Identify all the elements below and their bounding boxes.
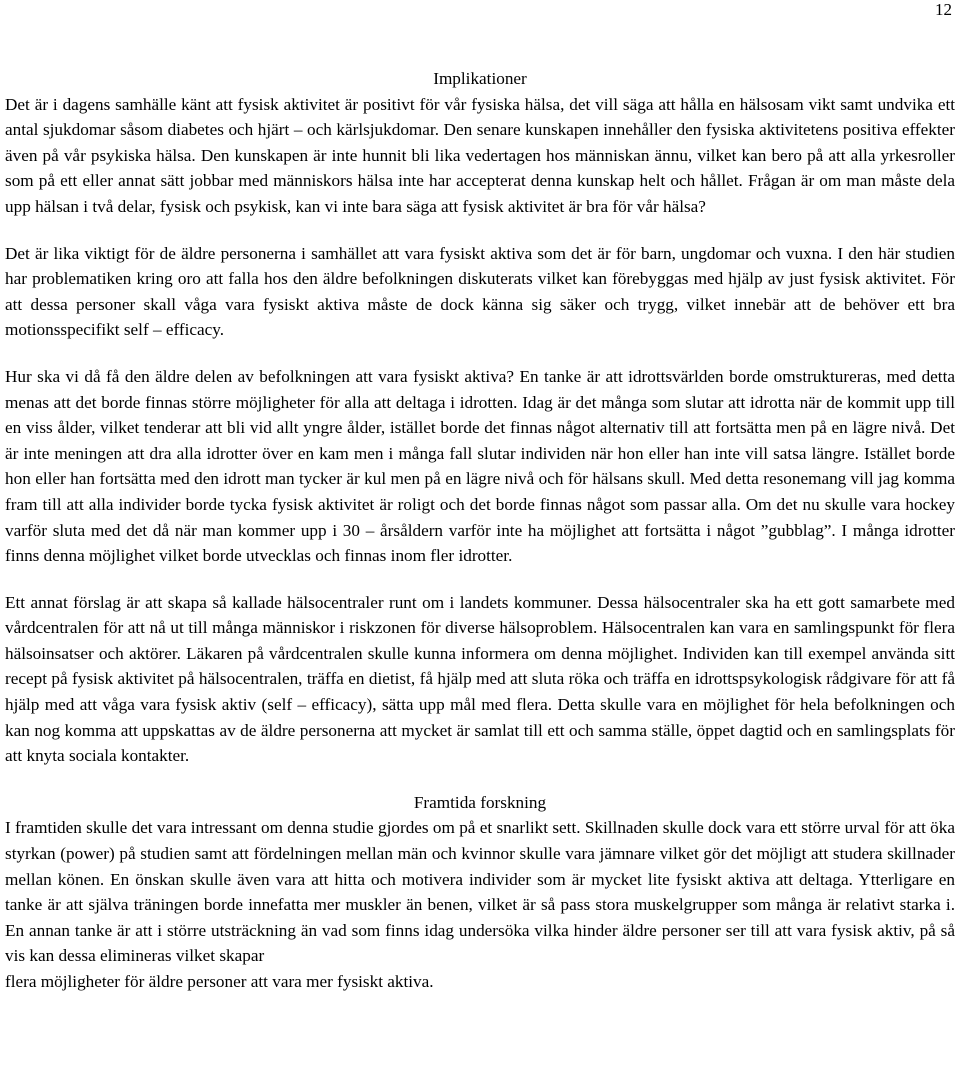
paragraph-spacer <box>5 343 955 364</box>
section-spacer <box>5 769 955 790</box>
paragraph-5: I framtiden skulle det vara intressant om denna studie gjordes om på et snarlikt sett. Skillnaden skulle dock vara ett större urval för att öka styrkan (power) på studien samt att fördelningen mellan män och kvinnor skulle vara jämnare vilket gör det möjligt att studera skillnader mellan könen. En önskan skulle även vara att hitta och motivera individer som är mycket lite fysiskt aktiva att deltaga. Ytterligare en tanke är att själva träningen borde innefatta mer muskler än benen, vilket är så pass stora muskelgrupper som många är relativt starka i. En annan tanke är att i större utsträckning än vad som finns idag undersöka vilka hinder äldre personer ser till att vara fysisk aktiv, på så vis kan dessa elimineras vilket skapar <box>5 818 955 966</box>
page-number: 12 <box>935 0 952 19</box>
paragraph-spacer <box>5 569 955 590</box>
paragraph-1: Det är i dagens samhälle känt att fysisk aktivitet är positivt för vår fysiska hälsa, det vill säga att hålla en hälsosam vikt samt undvika ett antal sjukdomar såsom diabetes och hjärt – och kärlsjukdomar. Den senare kunskapen innehåller den fysiska aktivitetens positiva effekter även på vår psykiska hälsa. Den kunskapen är inte hunnit bli lika vedertagen hos människan ännu, vilket kan bero på att alla yrkesroller som på ett eller annat sätt jobbar med människors hälsa inte har accepterat denna kunskap helt och hållet. Frågan är om man måste dela upp hälsan i två delar, fysisk och psykisk, kan vi inte bara säga att fysisk aktivitet är bra för vår hälsa? <box>5 94 955 216</box>
paragraph-2: Det är lika viktigt för de äldre personerna i samhället att vara fysiskt aktiva som det är för barn, ungdomar och vuxna. I den här studien har problematiken kring oro att falla hos den äldre befolkningen diskuterats vilket kan förebyggas med hjälp av just fysisk aktivitet. För att dessa personer skall våga vara fysiskt aktiva måste de dock känna sig säker och trygg, vilket innebär att de behöver ett bra motionsspecifikt self – efficacy. <box>5 243 955 340</box>
paragraph-spacer <box>5 220 955 241</box>
document-body <box>5 66 955 995</box>
paragraph-5-last-line: flera möjligheter för äldre personer att vara mer fysiskt aktiva. <box>5 972 434 991</box>
section-heading-implikationer: Implikationer <box>433 69 527 88</box>
section-heading-framtida-forskning: Framtida forskning <box>413 792 547 812</box>
paragraph-3: Hur ska vi då få den äldre delen av befolkningen att vara fysiskt aktiva? En tanke är att idrottsvärlden borde omstruktureras, med detta menas att det borde finnas större möjligheter för alla att deltaga i idrotten. Idag är det många som slutar att idrotta när de kommit upp till en viss ålder, vilket tenderar att bli vid allt yngre ålder, istället borde det finnas något alternativ till att fortsätta men på en lägre nivå. Det är inte meningen att dra alla idrotter över en kam men i många fall slutar individen när hon eller han inte vill satsa längre. Istället borde hon eller han fortsätta med den idrott man tycker är kul men på en lägre nivå och för hälsans skull. Med detta resonemang vill jag komma fram till att alla individer borde tycka fysisk aktivitet är roligt och det borde finnas något som passar alla. Om det nu skulle vara hockey varför sluta med det då när man kommer upp i 30 – årsåldern varför inte ha möjlighet att fortsätta i något ”gubblag”. I många idrotter finns denna möjlighet vilket borde utvecklas och finnas inom fler idrotter. <box>5 366 955 566</box>
paragraph-4: Ett annat förslag är att skapa så kallade hälsocentraler runt om i landets kommuner. Dessa hälsocentraler ska ha ett gott samarbete med vårdcentralen för att nå ut till många människor i riskzonen för diverse hälsoproblem. Hälsocentralen kan vara en samlingspunkt för flera hälsoinsatser och aktörer. Läkaren på vårdcentralen skulle kunna informera om denna möjlighet. Individen kan till exempel använda sitt recept på fysisk aktivitet på hälsocentralen, träffa en dietist, få hjälp med att sluta röka och träffa en idrottspsykologisk rådgivare för att få hjälp med att våga vara fysisk aktiv (self – efficacy), sätta upp mål med flera. Detta skulle vara en möjlighet för hela befolkningen och kan nog komma att uppskattas av de äldre personerna att mycket är samlat till ett och samma ställe, öppet dagtid och en samlingsplats för att knyta sociala kontakter. <box>5 592 955 766</box>
